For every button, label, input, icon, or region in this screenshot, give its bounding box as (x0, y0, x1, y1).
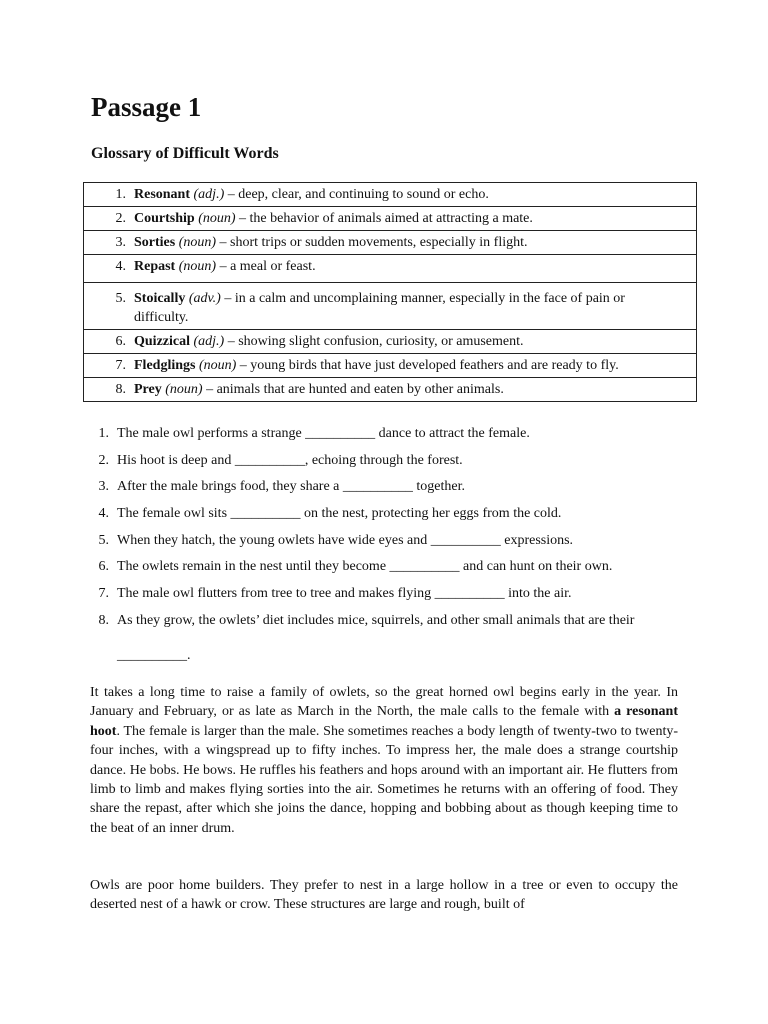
glossary-row (84, 330, 697, 354)
fill-in-questions (83, 424, 683, 673)
question-blank: __________. (117, 647, 191, 663)
page-title: Passage 1 (91, 92, 202, 122)
question-text: When they hatch, the young owlets have wide eyes and __________ expressions. (117, 532, 574, 548)
question-number: 1. (98, 426, 109, 441)
question-item (83, 477, 683, 496)
emphasized-phrase: a resonant hoot (90, 704, 679, 739)
glossary-term: Sorties (134, 235, 176, 250)
glossary-number: 1. (115, 187, 126, 202)
passage-paragraph (90, 683, 678, 838)
glossary-definition: – deep, clear, and continuing to sound or echo. (224, 187, 489, 202)
question-number: 3. (98, 479, 109, 495)
glossary-number: 6. (115, 334, 126, 349)
glossary-definition: – young birds that have just developed feathers and are ready to fly. (236, 358, 619, 373)
glossary-row (84, 183, 697, 207)
glossary-pos: (noun) (178, 235, 217, 250)
glossary-term: Resonant (134, 187, 191, 202)
glossary-number: 7. (115, 358, 126, 373)
question-item (83, 611, 683, 665)
glossary-definition: – animals that are hunted and eaten by other animals. (202, 382, 504, 397)
question-item (83, 557, 683, 576)
glossary-pos: (adj.) (193, 187, 225, 202)
glossary-row (84, 354, 697, 378)
glossary-row (84, 207, 697, 231)
question-number: 4. (98, 506, 109, 522)
question-text: His hoot is deep and __________, echoing through the forest. (117, 452, 463, 468)
glossary-heading: Glossary of Difficult Words (91, 145, 279, 162)
glossary-number: 4. (115, 259, 126, 274)
question-text: As they grow, the owlets’ diet includes mice, squirrels, and other small animals that are their (117, 612, 635, 628)
glossary-row (84, 378, 697, 402)
question-item (83, 584, 683, 603)
glossary-pos: (adj.) (193, 334, 225, 349)
glossary-definition: – the behavior of animals aimed at attracting a mate. (235, 211, 533, 226)
question-text: The female owl sits __________ on the nest, protecting her eggs from the cold. (117, 506, 562, 522)
question-number: 2. (98, 452, 109, 468)
glossary-pos: (noun) (165, 382, 203, 397)
glossary-term: Courtship (134, 211, 195, 226)
glossary-number: 2. (115, 211, 126, 226)
glossary-definition: – in a calm and uncomplaining manner, especially in the face of pain or difficulty. (134, 291, 625, 325)
glossary-pos: (noun) (198, 358, 237, 373)
glossary-term: Quizzical (134, 334, 190, 349)
glossary-definition: – showing slight confusion, curiosity, or amusement. (224, 334, 524, 349)
glossary-pos: (noun) (198, 211, 236, 226)
question-item (83, 504, 683, 523)
glossary-term: Stoically (134, 291, 186, 306)
glossary-row (84, 255, 697, 283)
glossary-term: Repast (134, 259, 176, 274)
question-text: After the male brings food, they share a __________ together. (117, 479, 465, 495)
question-text: The male owl flutters from tree to tree and makes flying __________ into the air. (117, 586, 572, 602)
paragraph-text: . The female is larger than the male. She sometimes reaches a body length of twenty-two to twenty-four inches, with a wingspread up to fifty inches. To impress her, the male does a strange courtship dance. He bobs. He bows. He ruffles his feathers and hops around with an important air. He flutters from limb to limb and makes flying sorties into the air. Sometimes he returns with an offering of food. They share the repast, after which she joins the dance, hopping and bobbing about as though keeping time to the beat of an inner drum. (90, 723, 678, 836)
glossary-pos: (adv.) (188, 291, 221, 306)
question-number: 6. (98, 559, 109, 575)
question-number: 7. (98, 586, 109, 602)
question-number: 5. (98, 532, 109, 548)
glossary-term: Fledglings (134, 358, 196, 373)
question-text: The male owl performs a strange __________ dance to attract the female. (117, 426, 530, 441)
glossary-definition: – short trips or sudden movements, especially in flight. (216, 235, 528, 250)
glossary-number: 5. (115, 291, 126, 306)
question-number: 8. (98, 612, 109, 628)
paragraph-text: It takes a long time to raise a family of owlets, so the great horned owl begins early in the year. In January and February, or as late as March in the North, the male calls to the female with (90, 685, 678, 720)
question-item (83, 451, 683, 470)
passage-paragraph: Owls are poor home builders. They prefer to nest in a large hollow in a tree or even to occupy the deserted nest of a hawk or crow. These structures are large and rough, built of (90, 878, 678, 913)
question-item (83, 424, 683, 443)
glossary-term: Prey (134, 382, 162, 397)
glossary-number: 8. (115, 382, 126, 397)
glossary-row (84, 231, 697, 255)
glossary-number: 3. (115, 235, 126, 250)
question-text: The owlets remain in the nest until they become __________ and can hunt on their own. (117, 559, 613, 575)
glossary-row (84, 283, 697, 330)
glossary-pos: (noun) (178, 259, 217, 274)
question-item (83, 531, 683, 550)
glossary-table (83, 182, 697, 402)
glossary-definition: – a meal or feast. (216, 259, 316, 274)
